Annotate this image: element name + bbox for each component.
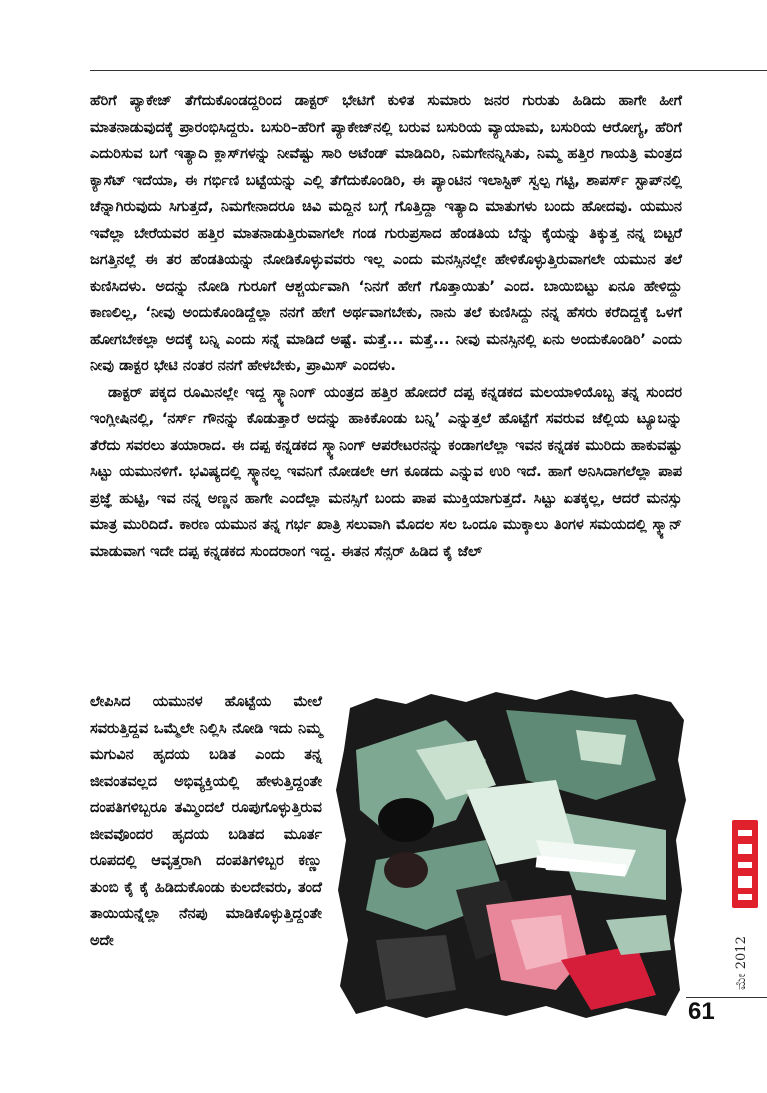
article-body bbox=[90, 88, 682, 565]
paragraph-1: ಹೆರಿಗೆ ಪ್ಯಾಕೇಜ್ ತೆಗೆದುಕೊಂಡದ್ದರಿಂದ ಡಾಕ್ಟರ್ ಭೇಟಿಗೆ ಕುಳಿತ ಸುಮಾರು ಜನರ ಗುರುತು ಹಿಡಿದು ಹಾಗೇ ಹೀಗೆ ಮಾತನಾಡುವುದಕ್ಕೆ ಪ್ರಾರಂಭಿಸಿದ್ದರು. ಬಸುರಿ–ಹೆರಿಗೆ ಪ್ಯಾಕೇಜ್‌ನಲ್ಲಿ ಬರುವ ಬಸುರಿಯ ವ್ಯಾಯಾಮ, ಬಸುರಿಯ ಆರೋಗ್ಯ, ಹೆರಿಗೆ ಎದುರಿಸುವ ಬಗೆ ಇತ್ಯಾದಿ ಕ್ಲಾಸ್‌ಗಳನ್ನು ನೀವೆಷ್ಟು ಸಾರಿ ಅಟೆಂಡ್ ಮಾಡಿದಿರಿ, ನಿಮಗೇನನ್ನಿಸಿತು, ನಿಮ್ಮ ಹತ್ತಿರ ಗಾಯತ್ರಿ ಮಂತ್ರದ ಕ್ಯಾಸೆಟ್ ಇದೆಯಾ, ಈ ಗರ್ಭಿಣಿ ಬಟ್ಟೆಯನ್ನು ಎಲ್ಲಿ ತೆಗೆದುಕೊಂಡಿರಿ, ಈ ಪ್ಯಾಂಟಿನ ಇಲಾಸ್ಟಿಕ್ ಸ್ವಲ್ಪ ಗಟ್ಟಿ, ಶಾಪರ್ಸ್ ಸ್ಟಾಪ್‌ನಲ್ಲಿ ಚೆನ್ನಾಗಿರುವುದು ಸಿಗುತ್ತದೆ, ನಿಮಗೇನಾದರೂ ಚಿವಿ ಮದ್ದಿನ ಬಗ್ಗೆ ಗೊತ್ತಿದ್ದಾ ಇತ್ಯಾದಿ ಮಾತುಗಳು ಬಂದು ಹೋದವು. ಯಮುನ ಇವೆಲ್ಲಾ ಬೇರೆಯವರ ಹತ್ತಿರ ಮಾತನಾಡುತ್ತಿರುವಾಗಲೇ ಗಂಡ ಗುರುಪ್ರಸಾದ ಹೆಂಡತಿಯ ಬೆನ್ನು ಕೈಯನ್ನು ತಿಕ್ಕುತ್ತ ನನ್ನ ಬಿಟ್ಟರೆ ಜಗತ್ತಿನಲ್ಲೆ ಈ ತರ ಹೆಂಡತಿಯನ್ನು ನೋಡಿಕೊಳ್ಳುವವರು ಇಲ್ಲ ಎಂದು ಮನಸ್ಸಿನಲ್ಲೇ ಹೇಳಿಕೊಳ್ಳುತ್ತಿರುವಾಗಲೇ ಯಮುನ ತಲೆ ಕುಣಿಸಿದಳು. ಅದನ್ನು ನೋಡಿ ಗುರೂಗೆ ಆಶ್ಚರ್ಯವಾಗಿ ‘ನಿನಗೆ ಹೇಗೆ ಗೊತ್ತಾಯಿತು’ ಎಂದ. ಬಾಯಿಬಿಟ್ಟು ಏನೂ ಹೇಳಿದ್ದು ಕಾಣಲಿಲ್ಲ, ‘ನೀವು ಅಂದುಕೊಂಡಿದ್ದೆಲ್ಲಾ ನನಗೆ ಹೇಗೆ ಅರ್ಥವಾಗಬೇಕು, ನಾನು ತಲೆ ಕುಣಿಸಿದ್ದು ನನ್ನ ಹೆಸರು ಕರೆದಿದ್ದಕ್ಕೆ ಒಳಗೆ ಹೋಗಬೇಕಲ್ಲಾ ಅದಕ್ಕೆ ಬನ್ನಿ ಎಂದು ಸನ್ನೆ ಮಾಡಿದೆ ಅಷ್ಟೆ. ಮತ್ತೆ... ಮತ್ತೆ... ನೀವು ಮನಸ್ಸಿನಲ್ಲಿ ಏನು ಅಂದುಕೊಂಡಿರಿ’ ಎಂದು ನೀವು ಡಾಕ್ಟರ ಭೇಟಿ ನಂತರ ನನಗೆ ಹೇಳಬೇಕು, ಪ್ರಾಮಿಸ್ ಎಂದಳು. bbox=[90, 93, 682, 374]
page-number: 61 bbox=[688, 998, 715, 1025]
header-rule bbox=[90, 70, 767, 71]
paragraph-2: ಡಾಕ್ಟರ್ ಪಕ್ಕದ ರೂಮಿನಲ್ಲೇ ಇದ್ದ ಸ್ಕ್ಯಾನಿಂಗ್ ಯಂತ್ರದ ಹತ್ತಿರ ಹೋದರೆ ದಪ್ಪ ಕನ್ನಡಕದ ಮಲಯಾಳಿಯೊಬ್ಬ ತನ್ನ ಸುಂದರ ಇಂಗ್ಲೀಷಿನಲ್ಲಿ, ‘ನರ್ಸ್ ಗೌನನ್ನು ಕೊಡುತ್ತಾರೆ ಅದನ್ನು ಹಾಕಿಕೊಂಡು ಬನ್ನಿ’ ಎನ್ನುತ್ತಲೆ ಹೊಟ್ಟೆಗೆ ಸವರುವ ಜೆಲ್ಲಿಯ ಟ್ಯೂಬನ್ನು ತೆರೆದು ಸವರಲು ತಯಾರಾದ. ಈ ದಪ್ಪ ಕನ್ನಡಕದ ಸ್ಕ್ಯಾನಿಂಗ್ ಆಪರೇಟರನನ್ನು ಕಂಡಾಗಲೆಲ್ಲಾ ಇವನ ಕನ್ನಡಕ ಮುರಿದು ಹಾಕುವಷ್ಟು ಸಿಟ್ಟು ಯಮುನಳಿಗೆ. ಭವಿಷ್ಯದಲ್ಲಿ ಸ್ಕ್ಯಾನಲ್ಲ ಇವನಿಗೆ ನೋಡಲೇ ಆಗ ಕೂಡದು ಎನ್ನುವ ಉರಿ ಇದೆ. ಹಾಗೆ ಅನಿಸಿದಾಗಲೆಲ್ಲಾ ಪಾಪ ಪ್ರಜ್ಞೆ ಹುಟ್ಟಿ, ಇವ ನನ್ನ ಅಣ್ಣನ ಹಾಗೇ ಎಂದೆಲ್ಲಾ ಮನಸ್ಸಿಗೆ ಬಂದು ಪಾಪ ಮುಕ್ತಿಯಾಗುತ್ತದೆ. ಸಿಟ್ಟು ಏತಕ್ಕಲ್ಲ, ಆದರೆ ಮನಸ್ಸು ಮಾತ್ರ ಮುರಿದಿದೆ. ಕಾರಣ ಯಮುನ ತನ್ನ ಗರ್ಭ ಖಾತ್ರಿ ಸಲುವಾಗಿ ಮೊದಲ ಸಲ ಒಂದೂ ಮುಕ್ಕಾಲು ತಿಂಗಳ ಸಮಯದಲ್ಲಿ ಸ್ಕ್ಯಾನ್ ಮಾಡುವಾಗ ಇದೇ ದಪ್ಪ ಕನ್ನಡಕದ ಸುಂದರಾಂಗ ಇದ್ದ. ಈತನ ಸೆನ್ಸರ್ ಹಿಡಿದ ಕೈ ಜೆಲ್ bbox=[90, 384, 682, 560]
magazine-masthead bbox=[730, 820, 760, 990]
scan-room-illustration bbox=[336, 690, 686, 1020]
article-body-narrow-column: ಲೇಪಿಸಿದ ಯಮುನಳ ಹೊಟ್ಟೆಯ ಮೇಲೆ ಸವರುತ್ತಿದ್ದವ ಒಮ್ಮೆಲೇ ನಿಲ್ಲಿಸಿ ನೋಡಿ ಇದು ನಿಮ್ಮ ಮಗುವಿನ ಹೃದಯ ಬಡಿತ ಎಂದು ತನ್ನ ಜೀವಂತವಲ್ಲದ ಅಭಿವ್ಯಕ್ತಿಯಲ್ಲಿ ಹೇಳುತ್ತಿದ್ದಂತೇ ದಂಪತಿಗಳಿಬ್ಬರೂ ತಮ್ಮಿಂದಲೆ ರೂಪುಗೊಳ್ಳುತ್ತಿರುವ ಜೀವವೊಂದರ ಹೃದಯ ಬಡಿತದ ಮೂರ್ತ ರೂಪದಲ್ಲಿ ಆವೃತ್ತರಾಗಿ ದಂಪತಿಗಳಿಬ್ಬರ ಕಣ್ಣು ತುಂಬಿ ಕೈ ಕೈ ಹಿಡಿದುಕೊಂಡು ಕುಲದೇವರು, ತಂದೆ ತಾಯಿಯನ್ನೆಲ್ಲಾ ನೆನಪು ಮಾಡಿಕೊಳ್ಳುತ್ತಿದ್ದಂತೇ ಅದೇ bbox=[90, 694, 322, 949]
issue-date: ಮೇ 2012 bbox=[734, 936, 749, 990]
